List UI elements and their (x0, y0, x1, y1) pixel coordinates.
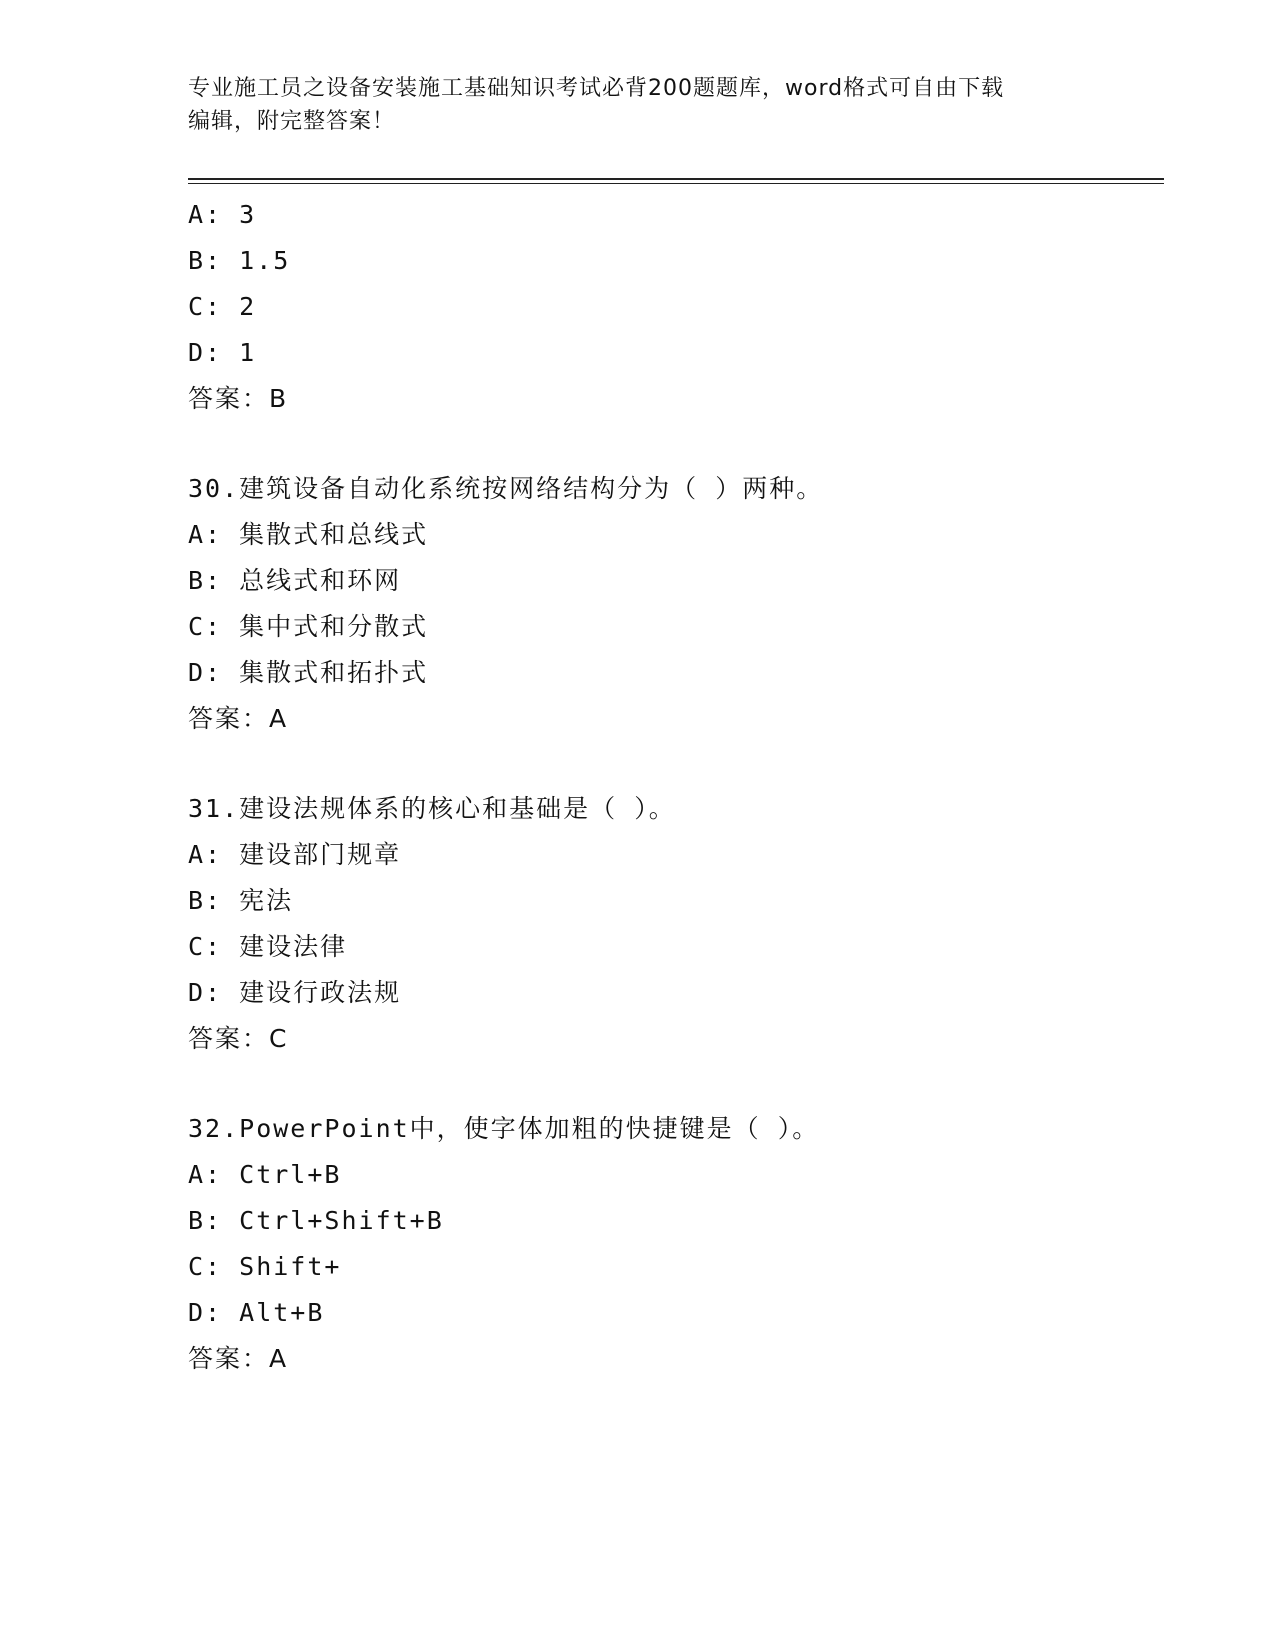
question-title: 31.建设法规体系的核心和基础是（ ）。 (188, 794, 676, 823)
question-29 (188, 192, 1148, 422)
spacer (188, 742, 1148, 786)
answer-line: 答案：A (188, 704, 289, 733)
question-30 (188, 466, 1148, 742)
answer-line: 答案：C (188, 1024, 289, 1053)
option-c: C: Shift+ (188, 1252, 342, 1281)
option-d: D: 建设行政法规 (188, 978, 402, 1007)
option-c: C: 集中式和分散式 (188, 612, 429, 641)
option-b: B: 总线式和环网 (188, 566, 402, 595)
header-line-1: 专业施工员之设备安装施工基础知识考试必背200题题库，word格式可自由下载 (188, 76, 1005, 101)
option-d: D: Alt+B (188, 1298, 325, 1327)
answer-line: 答案：B (188, 384, 289, 413)
option-a: A: 3 (188, 200, 257, 229)
answer-line: 答案：A (188, 1344, 289, 1373)
option-c: C: 2 (188, 292, 257, 321)
question-32 (188, 1106, 1148, 1382)
option-a: A: 集散式和总线式 (188, 520, 429, 549)
option-d: D: 1 (188, 338, 257, 367)
header-divider-thin (188, 183, 1164, 184)
document-header (188, 72, 1088, 138)
question-list (188, 192, 1148, 1382)
question-title: 32.PowerPoint中，使字体加粗的快捷键是（ ）。 (188, 1114, 820, 1143)
question-31 (188, 786, 1148, 1062)
spacer (188, 422, 1148, 466)
spacer (188, 1062, 1148, 1106)
option-d: D: 集散式和拓扑式 (188, 658, 429, 687)
option-b: B: 1.5 (188, 246, 291, 275)
option-b: B: 宪法 (188, 886, 294, 915)
question-title: 30.建筑设备自动化系统按网络结构分为（ ）两种。 (188, 474, 824, 503)
option-b: B: Ctrl+Shift+B (188, 1206, 444, 1235)
option-a: A: Ctrl+B (188, 1160, 342, 1189)
option-c: C: 建设法律 (188, 932, 348, 961)
header-line-2: 编辑，附完整答案！ (188, 109, 396, 134)
option-a: A: 建设部门规章 (188, 840, 402, 869)
header-divider-thick (188, 178, 1164, 180)
